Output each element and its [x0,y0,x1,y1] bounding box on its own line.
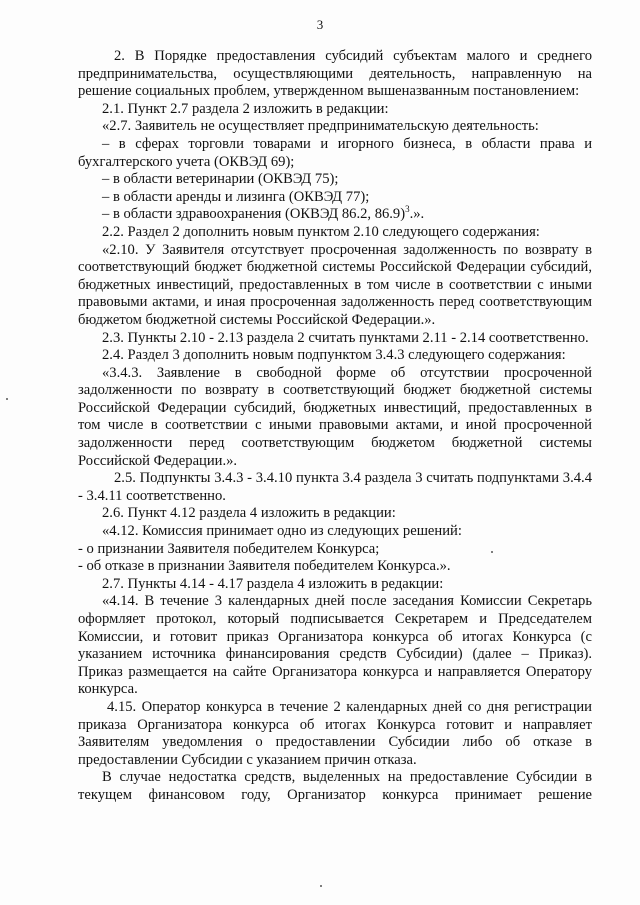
paragraph [78,136,592,171]
paragraph [78,523,592,541]
paragraph-text: 2.1. Пункт 2.7 раздела 2 изложить в редакции: [102,100,389,117]
paragraph [78,206,592,224]
paragraph-text: – в области аренды и лизинга (ОКВЭД 77); [102,188,370,205]
paragraph-text: – в области ветеринарии (ОКВЭД 75); [102,171,339,188]
paragraph-text: 2.7. Пункты 4.14 - 4.17 раздела 4 изложить в редакции: [102,575,444,592]
paragraph [78,242,592,330]
paragraph [78,118,592,136]
scan-speck [320,885,322,887]
paragraph-text: «3.4.3. Заявление в свободной форме об отсутствии просроченной задолженности по возврату в соответствующий бюджет бюджетной системы Российской Федерации субсидий, бюджетных инвестиций, предоставленных в том числе в соответствии с иными правовыми актами, и иной просроченной задолженности перед соответствующим бюджетом бюджетной системы Российской Федерации.». [78,364,592,469]
paragraph-text: 2.6. Пункт 4.12 раздела 4 изложить в редакции: [102,505,396,522]
paragraph-text: - о признании Заявителя победителем Конкурса; [78,540,380,557]
paragraph-text: 2.4. Раздел 3 дополнить новым подпунктом 3.4.3 следующего содержания: [102,347,566,364]
paragraph-text: - об отказе в признании Заявителя победителем Конкурса.». [78,558,451,575]
paragraph [78,769,592,804]
scan-speck [6,398,8,400]
paragraph-text: 2. В Порядке предоставления субсидий субъектам малого и среднего предпринимательства, осуществляющими деятельность, направленную на решение социальных проблем, утвержденном вышеназванным постановлением: [78,48,592,100]
paragraph [78,505,592,523]
paragraph [78,593,592,699]
paragraph-text: – в сферах торговли товарами и игорного бизнеса, в области права и бухгалтерского учета (ОКВЭД 69); [78,135,592,170]
paragraph [78,576,592,594]
paragraph-text: «2.10. У Заявителя отсутствует просроченная задолженность по возврату в соответствующий бюджет бюджетной системы Российской Федерации субсидий, бюджетных инвестиций, предоставленных в том числе в соответствии с иными правовыми актами, и иная просроченная задолженность перед соответствующим бюджетом бюджетной системы Российской Федерации.». [78,241,592,328]
paragraph-text: 2.3. Пункты 2.10 - 2.13 раздела 2 считать пунктами 2.11 - 2.14 соответственно. [102,329,589,346]
scan-speck [491,551,493,553]
document-body [78,48,592,805]
paragraph [78,699,592,769]
paragraph-text: 2.2. Раздел 2 дополнить новым пунктом 2.10 следующего содержания: [102,223,540,240]
paragraph-text: «4.14. В течение 3 календарных дней после заседания Комиссии Секретарь оформляет протокол, который подписывается Секретарем и Председателем Комиссии, и готовит приказ Организатора конкурса об итогах Конкурса (с указанием источника финансирования средств Субсидии) (далее – Приказ). Приказ размещается на сайте Организатора конкурса и направляется Оператору конкурса. [78,593,592,698]
footnote-marker: 3 [405,204,410,215]
paragraph-tail: .». [409,206,425,223]
paragraph-text: 4.15. Оператор конкурса в течение 2 календарных дней со дня регистрации приказа Организатора конкурса об итогах Конкурса готовит и направляет Заявителям уведомления о предоставлении Субсидии либо об отказе в предоставлении Субсидии с указанием причин отказа. [78,698,592,768]
paragraph [78,330,592,348]
paragraph [78,470,592,505]
paragraph [78,48,592,101]
paragraph [78,365,592,471]
paragraph-text: 2.5. Подпункты 3.4.3 - 3.4.10 пункта 3.4 раздела 3 считать подпунктами 3.4.4 - 3.4.11 соответственно. [78,470,592,504]
paragraph [78,558,592,576]
paragraph-text: – в области здравоохранения (ОКВЭД 86.2, 86.9) [102,206,406,223]
paragraph [78,224,592,242]
paragraph [78,347,592,365]
paragraph-text: «2.7. Заявитель не осуществляет предпринимательскую деятельность: [102,118,539,135]
paragraph [78,541,592,559]
page-number: 3 [316,17,324,32]
paragraph-text: «4.12. Комиссия принимает одно из следующих решений: [102,523,462,540]
paragraph [78,101,592,119]
paragraph [78,189,592,207]
paragraph-text: В случае недостатка средств, выделенных на предоставление Субсидии в текущем финансовом году, Организатор конкурса принимает решение [78,769,592,803]
paragraph [78,171,592,189]
